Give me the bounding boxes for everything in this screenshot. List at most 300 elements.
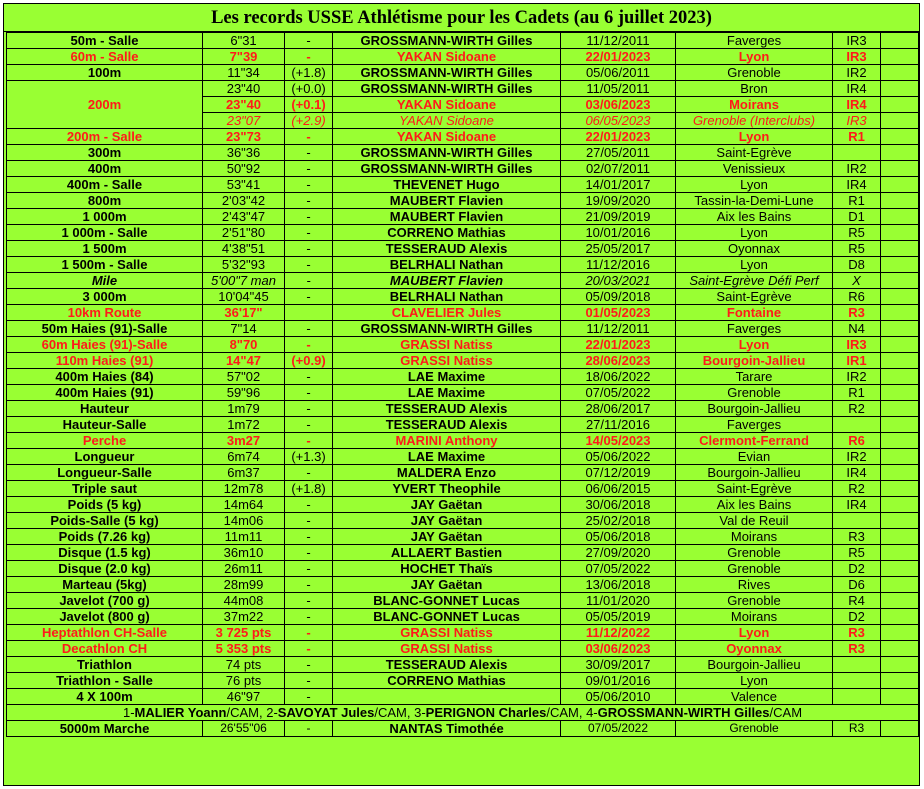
- wind-cell: (+1.3): [285, 449, 333, 465]
- place-cell: Saint-Egrève: [676, 145, 833, 161]
- wind-cell: -: [285, 689, 333, 705]
- level-cell: IR3: [833, 33, 881, 49]
- wind-cell: -: [285, 465, 333, 481]
- level-cell: D1: [833, 209, 881, 225]
- wind-cell: -: [285, 177, 333, 193]
- wind-cell: (+2.9): [285, 113, 333, 129]
- spacer-cell: [881, 369, 919, 385]
- record-row: [7, 657, 919, 673]
- perf-cell: 7"39: [203, 49, 285, 65]
- record-row: [7, 481, 919, 497]
- spacer-cell: [881, 593, 919, 609]
- athlete-cell: GROSSMANN-WIRTH Gilles: [333, 321, 561, 337]
- date-cell: 07/05/2022: [561, 561, 676, 577]
- wind-cell: -: [285, 593, 333, 609]
- place-cell: Bourgoin-Jallieu: [676, 465, 833, 481]
- perf-cell: 36'17": [203, 305, 285, 321]
- wind-cell: -: [285, 337, 333, 353]
- record-row: [7, 721, 919, 737]
- place-cell: Grenoble: [676, 385, 833, 401]
- record-row: [7, 337, 919, 353]
- level-cell: IR2: [833, 161, 881, 177]
- perf-cell: 23"40: [203, 97, 285, 113]
- perf-cell: 2'51"80: [203, 225, 285, 241]
- place-cell: Grenoble: [676, 721, 833, 737]
- level-cell: IR4: [833, 81, 881, 97]
- record-row: [7, 241, 919, 257]
- level-cell: [833, 689, 881, 705]
- perf-cell: 46"97: [203, 689, 285, 705]
- athlete-cell: TESSERAUD Alexis: [333, 417, 561, 433]
- date-cell: 07/12/2019: [561, 465, 676, 481]
- record-row: [7, 593, 919, 609]
- record-row: [7, 497, 919, 513]
- level-cell: N4: [833, 321, 881, 337]
- spacer-cell: [881, 465, 919, 481]
- wind-cell: -: [285, 577, 333, 593]
- spacer-cell: [881, 561, 919, 577]
- athlete-cell: YAKAN Sidoane: [333, 113, 561, 129]
- event-cell: 60m - Salle: [7, 49, 203, 65]
- event-cell: 400m - Salle: [7, 177, 203, 193]
- perf-cell: 2'03"42: [203, 193, 285, 209]
- event-cell: 50m - Salle: [7, 33, 203, 49]
- relay-runner-category: /CAM,: [546, 705, 587, 720]
- wind-cell: -: [285, 273, 333, 289]
- place-cell: Bron: [676, 81, 833, 97]
- spacer-cell: [881, 641, 919, 657]
- record-row: [7, 529, 919, 545]
- record-row: [7, 673, 919, 689]
- perf-cell: 8"70: [203, 337, 285, 353]
- spacer-cell: [881, 33, 919, 49]
- date-cell: 28/06/2023: [561, 353, 676, 369]
- level-cell: IR3: [833, 337, 881, 353]
- spacer-cell: [881, 129, 919, 145]
- spacer-cell: [881, 385, 919, 401]
- level-cell: [833, 513, 881, 529]
- spacer-cell: [881, 97, 919, 113]
- record-row: [7, 689, 919, 705]
- record-row: [7, 609, 919, 625]
- record-row: [7, 305, 919, 321]
- wind-cell: -: [285, 433, 333, 449]
- record-row: [7, 225, 919, 241]
- perf-cell: 1m79: [203, 401, 285, 417]
- perf-cell: 28m99: [203, 577, 285, 593]
- perf-cell: 76 pts: [203, 673, 285, 689]
- date-cell: 27/09/2020: [561, 545, 676, 561]
- place-cell: Rives: [676, 577, 833, 593]
- place-cell: Clermont-Ferrand: [676, 433, 833, 449]
- perf-cell: 37m22: [203, 609, 285, 625]
- perf-cell: 5'00"7 man: [203, 273, 285, 289]
- event-cell: 3 000m: [7, 289, 203, 305]
- place-cell: Faverges: [676, 417, 833, 433]
- athlete-cell: NANTAS Timothée: [333, 721, 561, 737]
- spacer-cell: [881, 305, 919, 321]
- spacer-cell: [881, 689, 919, 705]
- place-cell: Saint-Egrève: [676, 289, 833, 305]
- date-cell: 11/12/2011: [561, 321, 676, 337]
- wind-cell: (+0.0): [285, 81, 333, 97]
- perf-cell: 10'04"45: [203, 289, 285, 305]
- wind-cell: [285, 305, 333, 321]
- relay-runner-number: 3-: [414, 705, 426, 720]
- perf-cell: 2'43"47: [203, 209, 285, 225]
- spacer-cell: [881, 145, 919, 161]
- perf-cell: 11m11: [203, 529, 285, 545]
- place-cell: Lyon: [676, 673, 833, 689]
- athlete-cell: MAUBERT Flavien: [333, 193, 561, 209]
- perf-cell: 4'38"51: [203, 241, 285, 257]
- relay-runner-name: SAVOYAT Jules: [277, 705, 375, 720]
- wind-cell: -: [285, 561, 333, 577]
- event-cell: 10km Route: [7, 305, 203, 321]
- athlete-cell: HOCHET Thaïs: [333, 561, 561, 577]
- date-cell: 11/05/2011: [561, 81, 676, 97]
- perf-cell: 59"96: [203, 385, 285, 401]
- perf-cell: 44m08: [203, 593, 285, 609]
- level-cell: IR3: [833, 113, 881, 129]
- athlete-cell: JAY Gaëtan: [333, 497, 561, 513]
- athlete-cell: BELRHALI Nathan: [333, 257, 561, 273]
- level-cell: R6: [833, 289, 881, 305]
- date-cell: 19/09/2020: [561, 193, 676, 209]
- record-row: [7, 33, 919, 49]
- record-row: [7, 177, 919, 193]
- event-cell: 400m Haies (91): [7, 385, 203, 401]
- record-row: [7, 417, 919, 433]
- date-cell: 11/01/2020: [561, 593, 676, 609]
- event-cell: Poids (5 kg): [7, 497, 203, 513]
- record-row: [7, 433, 919, 449]
- event-cell: Poids (7.26 kg): [7, 529, 203, 545]
- spacer-cell: [881, 529, 919, 545]
- event-cell: Javelot (700 g): [7, 593, 203, 609]
- record-row: [7, 449, 919, 465]
- wind-cell: -: [285, 161, 333, 177]
- level-cell: R1: [833, 385, 881, 401]
- record-row: [7, 401, 919, 417]
- event-cell: Poids-Salle (5 kg): [7, 513, 203, 529]
- date-cell: 20/03/2021: [561, 273, 676, 289]
- date-cell: 05/06/2022: [561, 449, 676, 465]
- record-row: [7, 625, 919, 641]
- event-cell: Triathlon - Salle: [7, 673, 203, 689]
- place-cell: Tassin-la-Demi-Lune: [676, 193, 833, 209]
- event-cell: 200m: [7, 81, 203, 129]
- event-cell: 400m: [7, 161, 203, 177]
- relay-runner-category: /CAM: [769, 705, 803, 720]
- wind-cell: -: [285, 193, 333, 209]
- event-cell: 800m: [7, 193, 203, 209]
- relay-runner-category: /CAM,: [374, 705, 415, 720]
- athlete-cell: THEVENET Hugo: [333, 177, 561, 193]
- spacer-cell: [881, 161, 919, 177]
- record-row: [7, 257, 919, 273]
- level-cell: D2: [833, 609, 881, 625]
- spacer-cell: [881, 337, 919, 353]
- event-cell: Javelot (800 g): [7, 609, 203, 625]
- athlete-cell: YAKAN Sidoane: [333, 129, 561, 145]
- spacer-cell: [881, 449, 919, 465]
- spacer-cell: [881, 321, 919, 337]
- date-cell: 14/01/2017: [561, 177, 676, 193]
- athlete-cell: GROSSMANN-WIRTH Gilles: [333, 161, 561, 177]
- wind-cell: (+0.9): [285, 353, 333, 369]
- date-cell: 06/05/2023: [561, 113, 676, 129]
- place-cell: Grenoble: [676, 593, 833, 609]
- spacer-cell: [881, 193, 919, 209]
- place-cell: Oyonnax: [676, 641, 833, 657]
- date-cell: 11/12/2011: [561, 33, 676, 49]
- place-cell: Lyon: [676, 49, 833, 65]
- level-cell: [833, 657, 881, 673]
- event-cell: 1 500m - Salle: [7, 257, 203, 273]
- date-cell: 01/05/2023: [561, 305, 676, 321]
- event-cell: Disque (2.0 kg): [7, 561, 203, 577]
- perf-cell: 36m10: [203, 545, 285, 561]
- wind-cell: -: [285, 497, 333, 513]
- spacer-cell: [881, 433, 919, 449]
- record-row: [7, 353, 919, 369]
- spacer-cell: [881, 545, 919, 561]
- event-cell: Mile: [7, 273, 203, 289]
- athlete-cell: GRASSI Natiss: [333, 353, 561, 369]
- level-cell: R3: [833, 625, 881, 641]
- event-cell: Decathlon CH: [7, 641, 203, 657]
- perf-cell: 6m74: [203, 449, 285, 465]
- perf-cell: 36"36: [203, 145, 285, 161]
- spacer-cell: [881, 353, 919, 369]
- relay-team-row: [7, 705, 919, 721]
- spacer-cell: [881, 401, 919, 417]
- wind-cell: -: [285, 33, 333, 49]
- event-cell: 60m Haies (91)-Salle: [7, 337, 203, 353]
- place-cell: Faverges: [676, 33, 833, 49]
- level-cell: R3: [833, 305, 881, 321]
- date-cell: 18/06/2022: [561, 369, 676, 385]
- wind-cell: -: [285, 209, 333, 225]
- date-cell: 21/09/2019: [561, 209, 676, 225]
- athlete-cell: MAUBERT Flavien: [333, 209, 561, 225]
- athlete-cell: YAKAN Sidoane: [333, 49, 561, 65]
- perf-cell: 26'55"06: [203, 721, 285, 737]
- date-cell: 13/06/2018: [561, 577, 676, 593]
- record-row: [7, 273, 919, 289]
- spacer-cell: [881, 257, 919, 273]
- place-cell: Evian: [676, 449, 833, 465]
- wind-cell: -: [285, 385, 333, 401]
- spacer-cell: [881, 289, 919, 305]
- wind-cell: -: [285, 545, 333, 561]
- wind-cell: -: [285, 49, 333, 65]
- wind-cell: -: [285, 609, 333, 625]
- wind-cell: -: [285, 673, 333, 689]
- athlete-cell: CORRENO Mathias: [333, 225, 561, 241]
- perf-cell: 6m37: [203, 465, 285, 481]
- wind-cell: -: [285, 241, 333, 257]
- date-cell: 09/01/2016: [561, 673, 676, 689]
- perf-cell: 5'32"93: [203, 257, 285, 273]
- date-cell: 02/07/2011: [561, 161, 676, 177]
- perf-cell: 6"31: [203, 33, 285, 49]
- date-cell: 05/06/2011: [561, 65, 676, 81]
- record-row: [7, 65, 919, 81]
- wind-cell: -: [285, 417, 333, 433]
- record-row: [7, 545, 919, 561]
- event-cell: Disque (1.5 kg): [7, 545, 203, 561]
- relay-runner-name: PERIGNON Charles: [425, 705, 547, 720]
- athlete-cell: GROSSMANN-WIRTH Gilles: [333, 145, 561, 161]
- record-row: [7, 465, 919, 481]
- wind-cell: -: [285, 641, 333, 657]
- record-row: [7, 577, 919, 593]
- place-cell: Oyonnax: [676, 241, 833, 257]
- athlete-cell: MARINI Anthony: [333, 433, 561, 449]
- place-cell: Fontaine: [676, 305, 833, 321]
- level-cell: X: [833, 273, 881, 289]
- perf-cell: 5 353 pts: [203, 641, 285, 657]
- place-cell: Moirans: [676, 529, 833, 545]
- wind-cell: (+1.8): [285, 65, 333, 81]
- place-cell: Val de Reuil: [676, 513, 833, 529]
- place-cell: Lyon: [676, 177, 833, 193]
- event-cell: 100m: [7, 65, 203, 81]
- level-cell: IR4: [833, 177, 881, 193]
- event-cell: Perche: [7, 433, 203, 449]
- date-cell: 30/09/2017: [561, 657, 676, 673]
- athlete-cell: GRASSI Natiss: [333, 337, 561, 353]
- athlete-cell: GRASSI Natiss: [333, 625, 561, 641]
- event-cell: 1 000m: [7, 209, 203, 225]
- athlete-cell: TESSERAUD Alexis: [333, 401, 561, 417]
- date-cell: 10/01/2016: [561, 225, 676, 241]
- place-cell: Moirans: [676, 609, 833, 625]
- athlete-cell: MAUBERT Flavien: [333, 273, 561, 289]
- date-cell: 27/05/2011: [561, 145, 676, 161]
- spacer-cell: [881, 417, 919, 433]
- place-cell: Moirans: [676, 97, 833, 113]
- record-row: [7, 385, 919, 401]
- wind-cell: -: [285, 145, 333, 161]
- athlete-cell: GROSSMANN-WIRTH Gilles: [333, 65, 561, 81]
- spacer-cell: [881, 49, 919, 65]
- record-row: [7, 209, 919, 225]
- record-row: [7, 145, 919, 161]
- place-cell: Lyon: [676, 337, 833, 353]
- wind-cell: -: [285, 289, 333, 305]
- records-sheet: [3, 3, 920, 786]
- spacer-cell: [881, 609, 919, 625]
- record-row: [7, 289, 919, 305]
- athlete-cell: GRASSI Natiss: [333, 641, 561, 657]
- event-cell: 1 500m: [7, 241, 203, 257]
- date-cell: 05/05/2019: [561, 609, 676, 625]
- event-cell: 4 X 100m: [7, 689, 203, 705]
- event-cell: 1 000m - Salle: [7, 225, 203, 241]
- date-cell: 25/02/2018: [561, 513, 676, 529]
- event-cell: 400m Haies (84): [7, 369, 203, 385]
- event-cell: Triple saut: [7, 481, 203, 497]
- relay-runner-name: GROSSMANN-WIRTH Gilles: [597, 705, 770, 720]
- spacer-cell: [881, 273, 919, 289]
- date-cell: 03/06/2023: [561, 641, 676, 657]
- athlete-cell: GROSSMANN-WIRTH Gilles: [333, 33, 561, 49]
- place-cell: Aix les Bains: [676, 209, 833, 225]
- place-cell: Bourgoin-Jallieu: [676, 401, 833, 417]
- athlete-cell: LAE Maxime: [333, 449, 561, 465]
- level-cell: IR3: [833, 49, 881, 65]
- athlete-cell: CLAVELIER Jules: [333, 305, 561, 321]
- place-cell: Grenoble (Interclubs): [676, 113, 833, 129]
- wind-cell: -: [285, 513, 333, 529]
- perf-cell: 1m72: [203, 417, 285, 433]
- date-cell: 06/06/2015: [561, 481, 676, 497]
- place-cell: Grenoble: [676, 545, 833, 561]
- wind-cell: -: [285, 657, 333, 673]
- spacer-cell: [881, 225, 919, 241]
- spacer-cell: [881, 497, 919, 513]
- level-cell: [833, 673, 881, 689]
- perf-cell: 50"92: [203, 161, 285, 177]
- athlete-cell: BLANC-GONNET Lucas: [333, 593, 561, 609]
- spacer-cell: [881, 113, 919, 129]
- level-cell: R2: [833, 401, 881, 417]
- level-cell: R5: [833, 225, 881, 241]
- record-row: [7, 81, 919, 97]
- date-cell: 22/01/2023: [561, 49, 676, 65]
- spacer-cell: [881, 177, 919, 193]
- level-cell: R4: [833, 593, 881, 609]
- perf-cell: 26m11: [203, 561, 285, 577]
- event-cell: Hauteur: [7, 401, 203, 417]
- athlete-cell: ALLAERT Bastien: [333, 545, 561, 561]
- wind-cell: -: [285, 369, 333, 385]
- perf-cell: 7"14: [203, 321, 285, 337]
- perf-cell: 74 pts: [203, 657, 285, 673]
- level-cell: R2: [833, 481, 881, 497]
- athlete-cell: LAE Maxime: [333, 369, 561, 385]
- record-row: [7, 129, 919, 145]
- event-cell: 50m Haies (91)-Salle: [7, 321, 203, 337]
- perf-cell: 3 725 pts: [203, 625, 285, 641]
- date-cell: 11/12/2016: [561, 257, 676, 273]
- place-cell: Valence: [676, 689, 833, 705]
- event-cell: 300m: [7, 145, 203, 161]
- athlete-cell: JAY Gaëtan: [333, 513, 561, 529]
- level-cell: R6: [833, 433, 881, 449]
- place-cell: Tarare: [676, 369, 833, 385]
- wind-cell: (+1.8): [285, 481, 333, 497]
- perf-cell: 53"41: [203, 177, 285, 193]
- level-cell: IR2: [833, 65, 881, 81]
- athlete-cell: TESSERAUD Alexis: [333, 241, 561, 257]
- perf-cell: 12m78: [203, 481, 285, 497]
- date-cell: 25/05/2017: [561, 241, 676, 257]
- level-cell: R5: [833, 241, 881, 257]
- records-table: [6, 32, 919, 737]
- level-cell: D8: [833, 257, 881, 273]
- spacer-cell: [881, 577, 919, 593]
- spacer-cell: [881, 625, 919, 641]
- level-cell: R3: [833, 641, 881, 657]
- level-cell: R1: [833, 193, 881, 209]
- relay-runner-number: 4-: [586, 705, 598, 720]
- level-cell: R3: [833, 529, 881, 545]
- event-cell: Longueur: [7, 449, 203, 465]
